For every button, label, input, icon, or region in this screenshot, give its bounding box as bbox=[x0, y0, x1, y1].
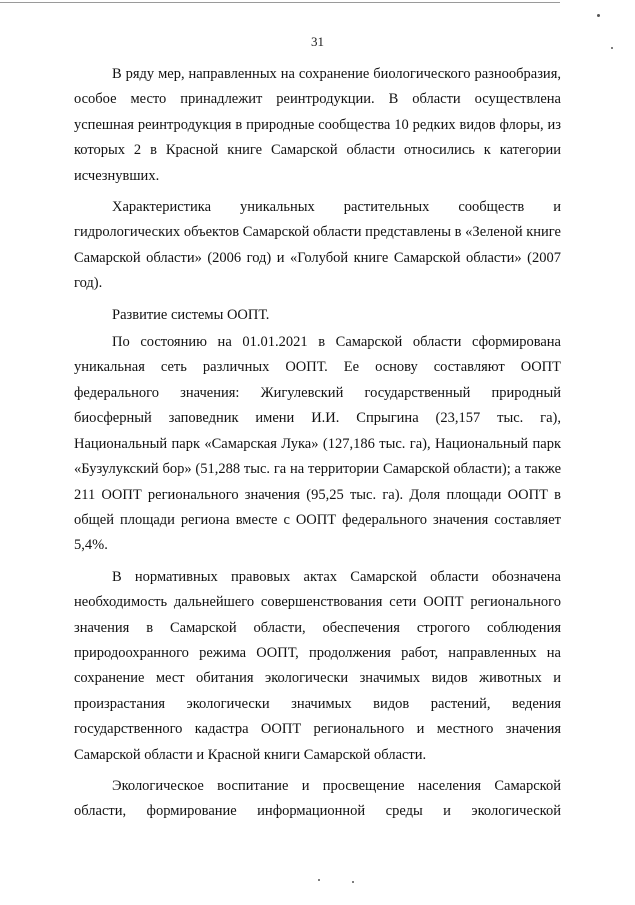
paragraph-normative-acts: В нормативных правовых актах Самарской области обозначена необходимость дальнейшего совершенствования сети ООПТ регионального значения в Самарской области, обеспечения строгого соблюдения природоохранного режима ООПТ, продолжения работ, направленных на сохранение мест обитания экологически значимых видов животных и произрастания экологически значимых видов растений, ведения государственного кадастра ООПТ регионального и местного значения Самарской области и Красной книги Самарской области. bbox=[74, 568, 561, 763]
document-body bbox=[74, 62, 561, 825]
scan-speck bbox=[352, 881, 354, 883]
scan-speck bbox=[318, 879, 320, 881]
paragraph-green-blue-books: Характеристика уникальных растительных сообществ и гидрологических объектов Самарской области представлены в «Зеленой книге Самарской области» (2006 год) и «Голубой книге Самарской области» (2007 год). bbox=[74, 199, 561, 292]
paragraph-reintroduction: В ряду мер, направленных на сохранение биологического разнообразия, особое место принадлежит реинтродукции. В области осуществлена успешная реинтродукция в природные сообщества 10 редких видов флоры, из которых 2 в Красной книге Самарской области относились к категории исчезнувших. bbox=[74, 66, 561, 184]
scan-top-edge bbox=[0, 2, 560, 3]
page-number: 31 bbox=[311, 34, 324, 49]
paragraph-ecological-education: Экологическое воспитание и просвещение населения Самарской области, формирование информационной среды и экологической bbox=[74, 777, 561, 820]
scan-speck bbox=[597, 14, 600, 17]
paragraph-oopt-status: По состоянию на 01.01.2021 в Самарской области сформирована уникальная сеть различных ООПТ. Ее основу составляют ООПТ федерального значения: Жигулевский государственный природный биосферный заповедник имени И.И. Спрыгина (23,157 тыс. га), Национальный парк «Самарская Лука» (127,186 тыс. га), Национальный парк «Бузулукский бор» (51,288 тыс. га на территории Самарской области); а также 211 ООПТ регионального значения (95,25 тыс. га). Доля площади ООПТ в общей площади региона вместе с ООПТ федерального значения составляет 5,4%. bbox=[74, 334, 561, 554]
paragraph-oopt-heading: Развитие системы ООПТ. bbox=[112, 306, 270, 323]
